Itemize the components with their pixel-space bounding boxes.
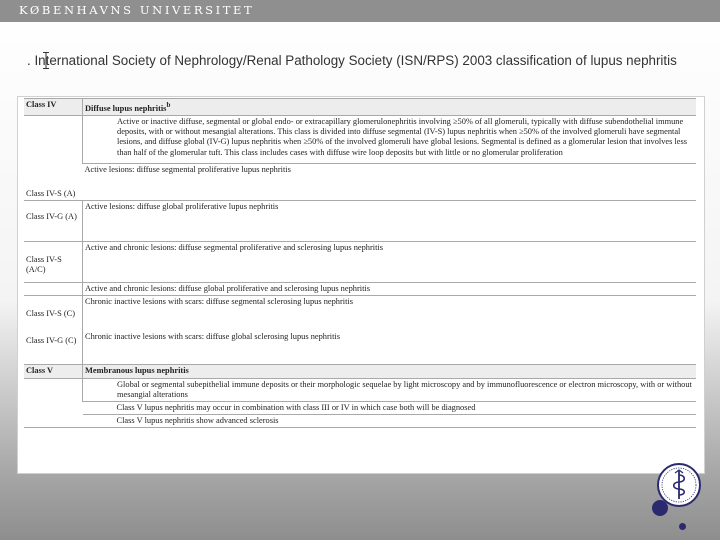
table-row <box>24 296 696 365</box>
table-row <box>24 99 696 116</box>
class-label <box>24 378 83 428</box>
table-row <box>24 242 696 283</box>
class-description: Global or segmental subepithelial immune deposits or their morphologic sequelae by light microscopy and by immunofluorescence or electron microscopy, with or without mesangial alterations <box>83 378 697 401</box>
class-label <box>24 116 83 201</box>
table-row <box>24 415 696 428</box>
table-row <box>24 378 696 401</box>
class-label <box>24 296 83 365</box>
class-note: Class V lupus nephritis show advanced sclerosis <box>83 415 697 428</box>
class-label: Class V <box>24 365 83 378</box>
lesion-description-text: Chronic inactive lesions with scars: diffuse global sclerosing lupus nephritis <box>85 331 341 341</box>
table-row <box>24 201 696 242</box>
classification-table <box>24 98 696 428</box>
table-row <box>24 365 696 378</box>
class-label-text: Class IV-S (A) <box>26 189 76 198</box>
decorative-dot <box>652 500 668 516</box>
class-label-text: Class IV-G (C) <box>26 335 77 345</box>
table-row <box>24 283 696 296</box>
table-row <box>24 116 696 164</box>
class-label <box>24 201 83 242</box>
class-title <box>83 99 697 116</box>
class-label <box>24 283 83 296</box>
university-name: KØBENHAVNS UNIVERSITET <box>19 3 255 17</box>
lesion-description: Active and chronic lesions: diffuse global proliferative and sclerosing lupus nephritis <box>83 283 697 296</box>
class-label <box>24 242 83 283</box>
slide-title: . International Society of Nephrology/Renal Pathology Society (ISN/RPS) 2003 classification of lupus nephritis <box>27 53 677 68</box>
text-cursor-icon <box>43 52 49 69</box>
class-label-text: Class IV-S (C) <box>26 309 76 319</box>
lesion-description: Active lesions: diffuse global proliferative lupus nephritis <box>83 201 697 242</box>
class-label: Class IV <box>24 99 83 116</box>
lesion-description <box>83 296 697 365</box>
class-label-text: Class IV-S (A/C) <box>26 255 62 275</box>
decorative-dot <box>679 523 686 530</box>
class-title-text: Diffuse lupus nephritis <box>85 103 167 113</box>
table-row <box>24 402 696 415</box>
class-label-text: Class IV-G (A) <box>26 212 77 222</box>
lesion-description: Active and chronic lesions: diffuse segmental proliferative and sclerosing lupus nephritis <box>83 242 697 283</box>
lesion-description-text: Chronic inactive lesions with scars: diffuse segmental sclerosing lupus nephritis <box>85 297 354 307</box>
footnote-marker: b <box>166 101 171 109</box>
table-row <box>24 164 696 201</box>
class-title: Membranous lupus nephritis <box>83 365 697 378</box>
class-note: Class V lupus nephritis may occur in combination with class III or IV in which case both will be diagnosed <box>83 402 697 415</box>
class-description: Active or inactive diffuse, segmental or global endo- or extracapillary glomerulonephritis involving ≥50% of all glomeruli, typically with diffuse subendothelial immune deposits, with or without mesangial alterations. This class is divided into diffuse segmental (IV-S) lupus nephritis when ≥50% of the involved glomeruli have segmental lesions, and diffuse global (IV-G) lupus nephritis when ≥50% of the involved glomeruli have global lesions. Segmental is defined as a glomerular lesion that involves less than half of the glomerular tuft. This class includes cases with diffuse wire loop deposits but with little or no glomerular proliferation <box>83 116 697 164</box>
lesion-description: Active lesions: diffuse segmental proliferative lupus nephritis <box>83 164 697 201</box>
top-bar <box>0 0 720 22</box>
